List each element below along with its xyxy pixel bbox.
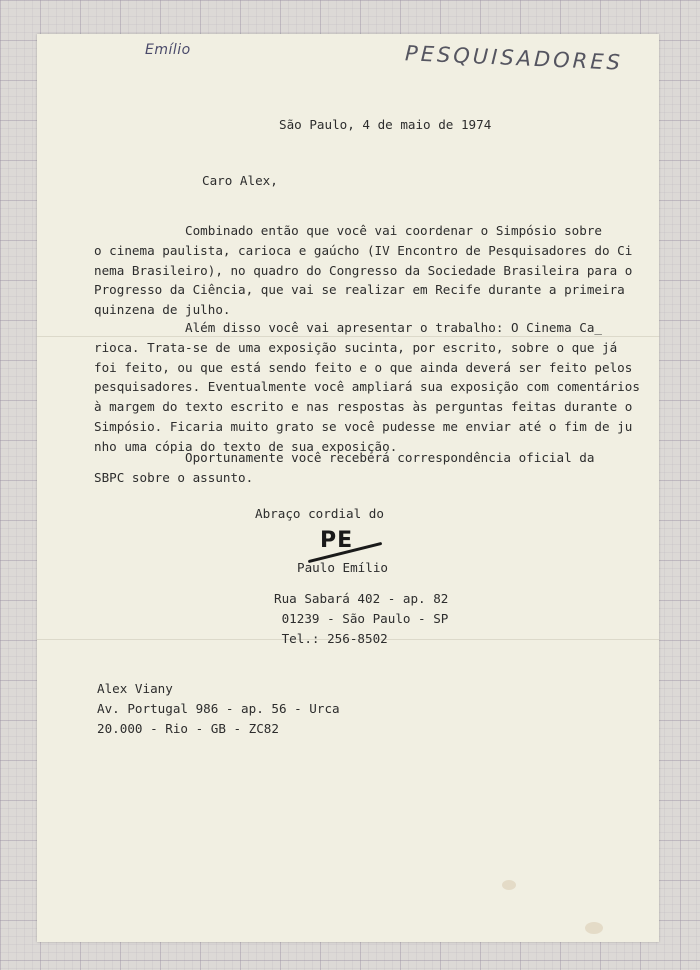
sender-name: Paulo Emílio (297, 560, 388, 575)
letter-page (37, 34, 659, 942)
letter-closing: Abraço cordial do (255, 506, 384, 521)
sender-address: Rua Sabará 402 - ap. 82 01239 - São Paulo - SP Tel.: 256-8502 (274, 591, 449, 646)
paper-stain (502, 880, 516, 890)
handwritten-signature: PE (320, 528, 354, 553)
letter-salutation: Caro Alex, (202, 173, 278, 188)
recipient-address: Alex Viany Av. Portugal 986 - ap. 56 - Urca 20.000 - Rio - GB - ZC82 (97, 681, 340, 736)
handwritten-note-pesquisadores: PESQUISADORES (404, 41, 624, 75)
letter-paragraph-1: Combinado então que você vai coordenar o Simpósio sobre o cinema paulista, carioca e gaúcho (IV Encontro de Pesquisadores do Ci nema Brasileiro), no quadro do Congresso da Sociedade Brasileira para o Progresso da Ciência, que vai se realizar em Recife durante a primeira quinzena de julho. (94, 223, 633, 318)
letter-date: São Paulo, 4 de maio de 1974 (279, 117, 492, 132)
letter-paragraph-2: Além disso você vai apresentar o trabalho: O Cinema Ca_ rioca. Trata-se de uma exposição sucinta, por escrito, sobre o que já foi feito, ou que está sendo feito e o que ainda deverá ser feito pelos pesquisadores. Eventualmente você ampliará sua exposição com comentários à margem do texto escrito e nas respostas às perguntas feitas durante o Simpósio. Ficaria muito grato se você pudesse me enviar até o fim de ju nho uma cópia do texto de sua exposição. (94, 320, 640, 454)
letter-paragraph-3: Oportunamente você receberá correspondência oficial da SBPC sobre o assunto. (94, 450, 595, 485)
handwritten-note-emilio: Emílio (145, 42, 191, 58)
paper-stain (585, 922, 603, 934)
